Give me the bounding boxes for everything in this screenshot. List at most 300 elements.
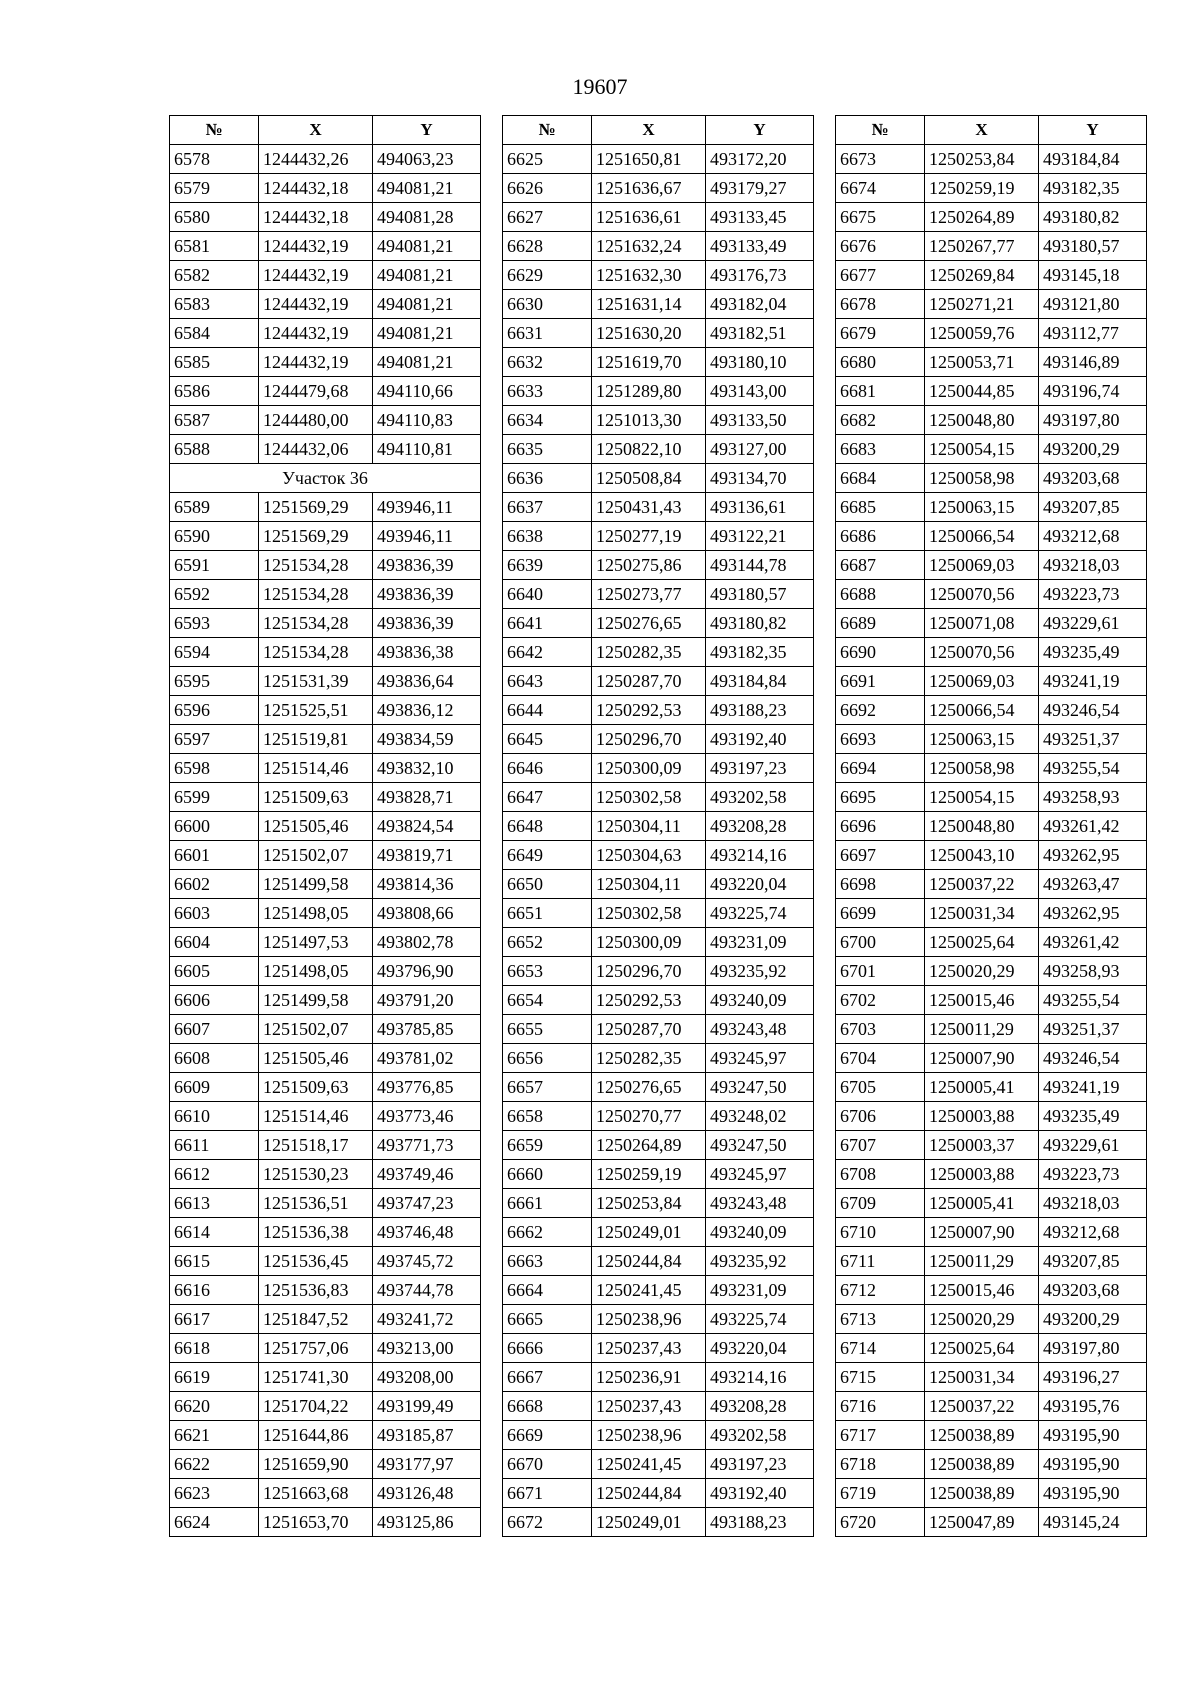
point-number-cell: 6605 xyxy=(170,957,259,986)
x-coordinate-cell: 1250302,58 xyxy=(592,783,706,812)
point-number-cell: 6618 xyxy=(170,1334,259,1363)
point-number-cell: 6699 xyxy=(836,899,925,928)
point-number-cell: 6591 xyxy=(170,551,259,580)
y-coordinate-cell: 493180,82 xyxy=(706,609,814,638)
table-row xyxy=(170,1334,481,1363)
table-header-row xyxy=(503,116,814,145)
table-row xyxy=(836,174,1147,203)
x-coordinate-cell: 1250253,84 xyxy=(592,1189,706,1218)
point-number-cell: 6580 xyxy=(170,203,259,232)
x-coordinate-cell: 1250031,34 xyxy=(925,899,1039,928)
y-coordinate-cell: 493212,68 xyxy=(1039,522,1147,551)
table-row xyxy=(503,1392,814,1421)
point-number-cell: 6678 xyxy=(836,290,925,319)
point-number-cell: 6647 xyxy=(503,783,592,812)
point-number-cell: 6683 xyxy=(836,435,925,464)
point-number-cell: 6663 xyxy=(503,1247,592,1276)
table-row xyxy=(836,812,1147,841)
table-row xyxy=(836,377,1147,406)
x-coordinate-cell: 1250264,89 xyxy=(925,203,1039,232)
x-coordinate-cell: 1251757,06 xyxy=(259,1334,373,1363)
table-row xyxy=(503,435,814,464)
x-coordinate-cell: 1250241,45 xyxy=(592,1276,706,1305)
y-coordinate-cell: 493188,23 xyxy=(706,696,814,725)
table-row xyxy=(836,638,1147,667)
point-number-cell: 6685 xyxy=(836,493,925,522)
point-number-cell: 6603 xyxy=(170,899,259,928)
point-number-cell: 6635 xyxy=(503,435,592,464)
x-coordinate-cell: 1251632,24 xyxy=(592,232,706,261)
y-coordinate-cell: 493241,19 xyxy=(1039,667,1147,696)
point-number-cell: 6602 xyxy=(170,870,259,899)
point-number-cell: 6650 xyxy=(503,870,592,899)
point-number-cell: 6672 xyxy=(503,1508,592,1537)
table-row xyxy=(170,841,481,870)
table-row xyxy=(503,1247,814,1276)
table-row xyxy=(503,1479,814,1508)
table-row xyxy=(836,957,1147,986)
x-coordinate-cell: 1250054,15 xyxy=(925,435,1039,464)
point-number-cell: 6645 xyxy=(503,725,592,754)
x-coordinate-cell: 1251502,07 xyxy=(259,841,373,870)
y-coordinate-cell: 493112,77 xyxy=(1039,319,1147,348)
y-coordinate-cell: 493177,97 xyxy=(373,1450,481,1479)
point-number-cell: 6651 xyxy=(503,899,592,928)
x-coordinate-cell: 1251704,22 xyxy=(259,1392,373,1421)
y-coordinate-cell: 493243,48 xyxy=(706,1015,814,1044)
y-coordinate-cell: 493134,70 xyxy=(706,464,814,493)
y-coordinate-cell: 493749,46 xyxy=(373,1160,481,1189)
table-row xyxy=(503,1073,814,1102)
y-coordinate-cell: 493196,27 xyxy=(1039,1363,1147,1392)
y-column-header: Y xyxy=(706,116,814,145)
x-coordinate-cell: 1250070,56 xyxy=(925,580,1039,609)
x-coordinate-cell: 1250003,37 xyxy=(925,1131,1039,1160)
table-row xyxy=(836,319,1147,348)
coordinate-table-1 xyxy=(169,115,481,1537)
point-number-cell: 6598 xyxy=(170,754,259,783)
x-coordinate-cell: 1250066,54 xyxy=(925,696,1039,725)
y-coordinate-cell: 493746,48 xyxy=(373,1218,481,1247)
x-coordinate-cell: 1250287,70 xyxy=(592,667,706,696)
point-number-cell: 6632 xyxy=(503,348,592,377)
point-number-cell: 6652 xyxy=(503,928,592,957)
point-number-cell: 6658 xyxy=(503,1102,592,1131)
table-row xyxy=(170,1450,481,1479)
x-coordinate-cell: 1250276,65 xyxy=(592,609,706,638)
table-row xyxy=(170,1421,481,1450)
point-number-cell: 6612 xyxy=(170,1160,259,1189)
point-number-cell: 6682 xyxy=(836,406,925,435)
x-coordinate-cell: 1250005,41 xyxy=(925,1189,1039,1218)
y-coordinate-cell: 493245,97 xyxy=(706,1160,814,1189)
point-number-cell: 6676 xyxy=(836,232,925,261)
table-row xyxy=(503,754,814,783)
point-number-cell: 6681 xyxy=(836,377,925,406)
y-coordinate-cell: 493180,57 xyxy=(706,580,814,609)
y-coordinate-cell: 493195,90 xyxy=(1039,1479,1147,1508)
x-coordinate-cell: 1251509,63 xyxy=(259,1073,373,1102)
y-column-header: Y xyxy=(373,116,481,145)
point-number-cell: 6702 xyxy=(836,986,925,1015)
point-number-cell: 6664 xyxy=(503,1276,592,1305)
y-coordinate-cell: 493203,68 xyxy=(1039,1276,1147,1305)
x-coordinate-cell: 1251534,28 xyxy=(259,609,373,638)
table-row xyxy=(503,1305,814,1334)
table-row xyxy=(836,1160,1147,1189)
y-coordinate-cell: 493214,16 xyxy=(706,841,814,870)
y-coordinate-cell: 493225,74 xyxy=(706,1305,814,1334)
point-number-cell: 6657 xyxy=(503,1073,592,1102)
x-coordinate-cell: 1251536,83 xyxy=(259,1276,373,1305)
y-coordinate-cell: 493195,76 xyxy=(1039,1392,1147,1421)
table-row xyxy=(170,1392,481,1421)
y-coordinate-cell: 493146,89 xyxy=(1039,348,1147,377)
x-coordinate-cell: 1244432,19 xyxy=(259,232,373,261)
y-coordinate-cell: 493180,82 xyxy=(1039,203,1147,232)
table-row xyxy=(170,1160,481,1189)
y-coordinate-cell: 493834,59 xyxy=(373,725,481,754)
table-row xyxy=(170,1276,481,1305)
x-coordinate-cell: 1244480,00 xyxy=(259,406,373,435)
x-coordinate-cell: 1250287,70 xyxy=(592,1015,706,1044)
x-column-header: X xyxy=(259,116,373,145)
table-row xyxy=(170,957,481,986)
section-title: Участок 36 xyxy=(170,464,481,493)
x-coordinate-cell: 1250070,56 xyxy=(925,638,1039,667)
point-number-cell: 6691 xyxy=(836,667,925,696)
table-row xyxy=(170,1015,481,1044)
y-coordinate-cell: 493225,74 xyxy=(706,899,814,928)
y-coordinate-cell: 494081,21 xyxy=(373,174,481,203)
y-coordinate-cell: 493121,80 xyxy=(1039,290,1147,319)
table-row xyxy=(170,986,481,1015)
y-coordinate-cell: 493773,46 xyxy=(373,1102,481,1131)
y-coordinate-cell: 493255,54 xyxy=(1039,986,1147,1015)
point-number-cell: 6660 xyxy=(503,1160,592,1189)
y-coordinate-cell: 493747,23 xyxy=(373,1189,481,1218)
x-coordinate-cell: 1251536,45 xyxy=(259,1247,373,1276)
x-coordinate-cell: 1250244,84 xyxy=(592,1247,706,1276)
y-coordinate-cell: 493229,61 xyxy=(1039,609,1147,638)
y-coordinate-cell: 493223,73 xyxy=(1039,580,1147,609)
table-row xyxy=(836,145,1147,174)
y-coordinate-cell: 493263,47 xyxy=(1039,870,1147,899)
y-coordinate-cell: 493220,04 xyxy=(706,870,814,899)
x-coordinate-cell: 1251509,63 xyxy=(259,783,373,812)
x-coordinate-cell: 1244432,19 xyxy=(259,319,373,348)
x-coordinate-cell: 1250048,80 xyxy=(925,812,1039,841)
table-row xyxy=(503,174,814,203)
x-coordinate-cell: 1251569,29 xyxy=(259,493,373,522)
point-number-cell: 6693 xyxy=(836,725,925,754)
x-coordinate-cell: 1250044,85 xyxy=(925,377,1039,406)
table-row xyxy=(170,1247,481,1276)
x-coordinate-cell: 1250267,77 xyxy=(925,232,1039,261)
y-coordinate-cell: 494110,81 xyxy=(373,435,481,464)
x-coordinate-cell: 1250007,90 xyxy=(925,1044,1039,1073)
point-number-cell: 6659 xyxy=(503,1131,592,1160)
coordinate-tables xyxy=(0,115,1200,1615)
table-row xyxy=(836,725,1147,754)
table-row xyxy=(503,1334,814,1363)
point-number-cell: 6717 xyxy=(836,1421,925,1450)
point-number-cell: 6620 xyxy=(170,1392,259,1421)
table-row xyxy=(503,493,814,522)
point-number-cell: 6708 xyxy=(836,1160,925,1189)
point-number-cell: 6631 xyxy=(503,319,592,348)
x-coordinate-cell: 1250037,22 xyxy=(925,1392,1039,1421)
x-coordinate-cell: 1250244,84 xyxy=(592,1479,706,1508)
x-coordinate-cell: 1250031,34 xyxy=(925,1363,1039,1392)
table-body xyxy=(503,145,814,1537)
point-number-cell: 6720 xyxy=(836,1508,925,1537)
point-number-cell: 6679 xyxy=(836,319,925,348)
table-body xyxy=(170,145,481,1537)
x-coordinate-cell: 1251630,20 xyxy=(592,319,706,348)
table-row xyxy=(836,1247,1147,1276)
x-coordinate-cell: 1250296,70 xyxy=(592,957,706,986)
x-coordinate-cell: 1250304,11 xyxy=(592,870,706,899)
point-number-cell: 6587 xyxy=(170,406,259,435)
point-number-cell: 6698 xyxy=(836,870,925,899)
point-number-cell: 6641 xyxy=(503,609,592,638)
x-coordinate-cell: 1251536,38 xyxy=(259,1218,373,1247)
y-coordinate-cell: 494110,66 xyxy=(373,377,481,406)
y-coordinate-cell: 493235,49 xyxy=(1039,638,1147,667)
x-coordinate-cell: 1250269,84 xyxy=(925,261,1039,290)
x-coordinate-cell: 1251505,46 xyxy=(259,1044,373,1073)
x-coordinate-cell: 1250025,64 xyxy=(925,928,1039,957)
x-coordinate-cell: 1250038,89 xyxy=(925,1421,1039,1450)
x-coordinate-cell: 1250270,77 xyxy=(592,1102,706,1131)
y-coordinate-cell: 493258,93 xyxy=(1039,783,1147,812)
table-row xyxy=(170,145,481,174)
y-coordinate-cell: 493208,28 xyxy=(706,812,814,841)
y-coordinate-cell: 493243,48 xyxy=(706,1189,814,1218)
table-row xyxy=(170,261,481,290)
y-coordinate-cell: 493240,09 xyxy=(706,986,814,1015)
table-row xyxy=(503,1160,814,1189)
point-number-cell: 6593 xyxy=(170,609,259,638)
point-number-cell: 6705 xyxy=(836,1073,925,1102)
table-row xyxy=(503,957,814,986)
point-number-cell: 6686 xyxy=(836,522,925,551)
x-coordinate-cell: 1250238,96 xyxy=(592,1305,706,1334)
y-coordinate-cell: 494081,21 xyxy=(373,290,481,319)
table-row xyxy=(170,522,481,551)
y-coordinate-cell: 493258,93 xyxy=(1039,957,1147,986)
x-coordinate-cell: 1250282,35 xyxy=(592,638,706,667)
point-number-cell: 6585 xyxy=(170,348,259,377)
point-number-cell: 6588 xyxy=(170,435,259,464)
x-coordinate-cell: 1250296,70 xyxy=(592,725,706,754)
y-coordinate-cell: 493819,71 xyxy=(373,841,481,870)
y-coordinate-cell: 493785,85 xyxy=(373,1015,481,1044)
y-coordinate-cell: 493824,54 xyxy=(373,812,481,841)
point-number-cell: 6589 xyxy=(170,493,259,522)
x-coordinate-cell: 1251498,05 xyxy=(259,899,373,928)
table-row xyxy=(836,1189,1147,1218)
section-row xyxy=(170,464,481,493)
x-coordinate-cell: 1250431,43 xyxy=(592,493,706,522)
point-number-cell: 6583 xyxy=(170,290,259,319)
y-coordinate-cell: 493180,57 xyxy=(1039,232,1147,261)
point-number-cell: 6595 xyxy=(170,667,259,696)
table-row xyxy=(836,1218,1147,1247)
table-row xyxy=(170,812,481,841)
table-row xyxy=(503,1131,814,1160)
x-coordinate-cell: 1251505,46 xyxy=(259,812,373,841)
table-row xyxy=(170,435,481,464)
y-coordinate-cell: 493235,92 xyxy=(706,1247,814,1276)
table-row xyxy=(836,609,1147,638)
y-coordinate-cell: 493212,68 xyxy=(1039,1218,1147,1247)
point-number-cell: 6627 xyxy=(503,203,592,232)
x-coordinate-cell: 1250249,01 xyxy=(592,1508,706,1537)
y-coordinate-cell: 493207,85 xyxy=(1039,1247,1147,1276)
point-number-cell: 6680 xyxy=(836,348,925,377)
x-coordinate-cell: 1250292,53 xyxy=(592,696,706,725)
y-coordinate-cell: 493126,48 xyxy=(373,1479,481,1508)
point-number-cell: 6634 xyxy=(503,406,592,435)
y-coordinate-cell: 493197,80 xyxy=(1039,1334,1147,1363)
point-number-cell: 6668 xyxy=(503,1392,592,1421)
table-row xyxy=(170,1305,481,1334)
table-row xyxy=(836,1305,1147,1334)
table-row xyxy=(836,1479,1147,1508)
point-number-cell: 6644 xyxy=(503,696,592,725)
y-coordinate-cell: 493235,49 xyxy=(1039,1102,1147,1131)
y-coordinate-cell: 493235,92 xyxy=(706,957,814,986)
y-coordinate-cell: 493808,66 xyxy=(373,899,481,928)
x-coordinate-cell: 1250282,35 xyxy=(592,1044,706,1073)
table-row xyxy=(836,406,1147,435)
point-number-cell: 6718 xyxy=(836,1450,925,1479)
table-row xyxy=(503,551,814,580)
y-coordinate-cell: 493182,04 xyxy=(706,290,814,319)
x-coordinate-cell: 1251498,05 xyxy=(259,957,373,986)
x-coordinate-cell: 1250069,03 xyxy=(925,667,1039,696)
table-row xyxy=(836,1334,1147,1363)
point-number-cell: 6673 xyxy=(836,145,925,174)
table-row xyxy=(836,1102,1147,1131)
x-coordinate-cell: 1251499,58 xyxy=(259,986,373,1015)
table-row xyxy=(836,870,1147,899)
table-row xyxy=(170,493,481,522)
y-coordinate-cell: 493195,90 xyxy=(1039,1450,1147,1479)
y-coordinate-cell: 493247,50 xyxy=(706,1131,814,1160)
x-coordinate-cell: 1250015,46 xyxy=(925,1276,1039,1305)
point-number-cell: 6622 xyxy=(170,1450,259,1479)
point-number-cell: 6600 xyxy=(170,812,259,841)
y-coordinate-cell: 493208,00 xyxy=(373,1363,481,1392)
point-number-cell: 6711 xyxy=(836,1247,925,1276)
point-number-cell: 6695 xyxy=(836,783,925,812)
x-coordinate-cell: 1250037,22 xyxy=(925,870,1039,899)
y-coordinate-cell: 493202,58 xyxy=(706,783,814,812)
x-coordinate-cell: 1251534,28 xyxy=(259,551,373,580)
table-row xyxy=(503,667,814,696)
x-coordinate-cell: 1250011,29 xyxy=(925,1247,1039,1276)
point-number-cell: 6696 xyxy=(836,812,925,841)
x-coordinate-cell: 1250003,88 xyxy=(925,1160,1039,1189)
x-coordinate-cell: 1250277,19 xyxy=(592,522,706,551)
x-coordinate-cell: 1251525,51 xyxy=(259,696,373,725)
table-row xyxy=(503,377,814,406)
point-number-cell: 6621 xyxy=(170,1421,259,1450)
table-row xyxy=(503,725,814,754)
y-coordinate-cell: 493245,97 xyxy=(706,1044,814,1073)
table-row xyxy=(503,783,814,812)
table-row xyxy=(503,812,814,841)
y-coordinate-cell: 493251,37 xyxy=(1039,725,1147,754)
point-number-cell: 6656 xyxy=(503,1044,592,1073)
number-column-header: № xyxy=(836,116,925,145)
table-row xyxy=(503,609,814,638)
x-coordinate-cell: 1244432,18 xyxy=(259,174,373,203)
point-number-cell: 6604 xyxy=(170,928,259,957)
table-row xyxy=(836,1015,1147,1044)
x-coordinate-cell: 1250237,43 xyxy=(592,1334,706,1363)
x-coordinate-cell: 1250300,09 xyxy=(592,928,706,957)
table-row xyxy=(503,1450,814,1479)
coordinate-table-3 xyxy=(835,115,1147,1537)
y-coordinate-cell: 493122,21 xyxy=(706,522,814,551)
table-row xyxy=(503,232,814,261)
point-number-cell: 6616 xyxy=(170,1276,259,1305)
point-number-cell: 6689 xyxy=(836,609,925,638)
table-row xyxy=(503,841,814,870)
y-coordinate-cell: 493241,19 xyxy=(1039,1073,1147,1102)
x-coordinate-cell: 1250276,65 xyxy=(592,1073,706,1102)
point-number-cell: 6653 xyxy=(503,957,592,986)
point-number-cell: 6596 xyxy=(170,696,259,725)
x-coordinate-cell: 1244479,68 xyxy=(259,377,373,406)
x-coordinate-cell: 1250058,98 xyxy=(925,464,1039,493)
table-row xyxy=(170,406,481,435)
table-row xyxy=(503,522,814,551)
point-number-cell: 6662 xyxy=(503,1218,592,1247)
x-coordinate-cell: 1244432,06 xyxy=(259,435,373,464)
y-coordinate-cell: 493184,84 xyxy=(1039,145,1147,174)
table-row xyxy=(503,1276,814,1305)
x-coordinate-cell: 1250273,77 xyxy=(592,580,706,609)
table-row xyxy=(170,290,481,319)
point-number-cell: 6599 xyxy=(170,783,259,812)
x-coordinate-cell: 1250020,29 xyxy=(925,957,1039,986)
y-coordinate-cell: 493200,29 xyxy=(1039,435,1147,464)
point-number-cell: 6703 xyxy=(836,1015,925,1044)
point-number-cell: 6614 xyxy=(170,1218,259,1247)
x-coordinate-cell: 1250025,64 xyxy=(925,1334,1039,1363)
y-coordinate-cell: 493246,54 xyxy=(1039,696,1147,725)
table-row xyxy=(503,1421,814,1450)
x-coordinate-cell: 1251518,17 xyxy=(259,1131,373,1160)
point-number-cell: 6578 xyxy=(170,145,259,174)
y-coordinate-cell: 493776,85 xyxy=(373,1073,481,1102)
y-coordinate-cell: 494081,21 xyxy=(373,319,481,348)
point-number-cell: 6655 xyxy=(503,1015,592,1044)
y-coordinate-cell: 493196,74 xyxy=(1039,377,1147,406)
number-column-header: № xyxy=(170,116,259,145)
x-coordinate-cell: 1250066,54 xyxy=(925,522,1039,551)
y-coordinate-cell: 493836,64 xyxy=(373,667,481,696)
x-coordinate-cell: 1250302,58 xyxy=(592,899,706,928)
y-coordinate-cell: 493946,11 xyxy=(373,493,481,522)
y-coordinate-cell: 493197,80 xyxy=(1039,406,1147,435)
table-row xyxy=(503,1102,814,1131)
